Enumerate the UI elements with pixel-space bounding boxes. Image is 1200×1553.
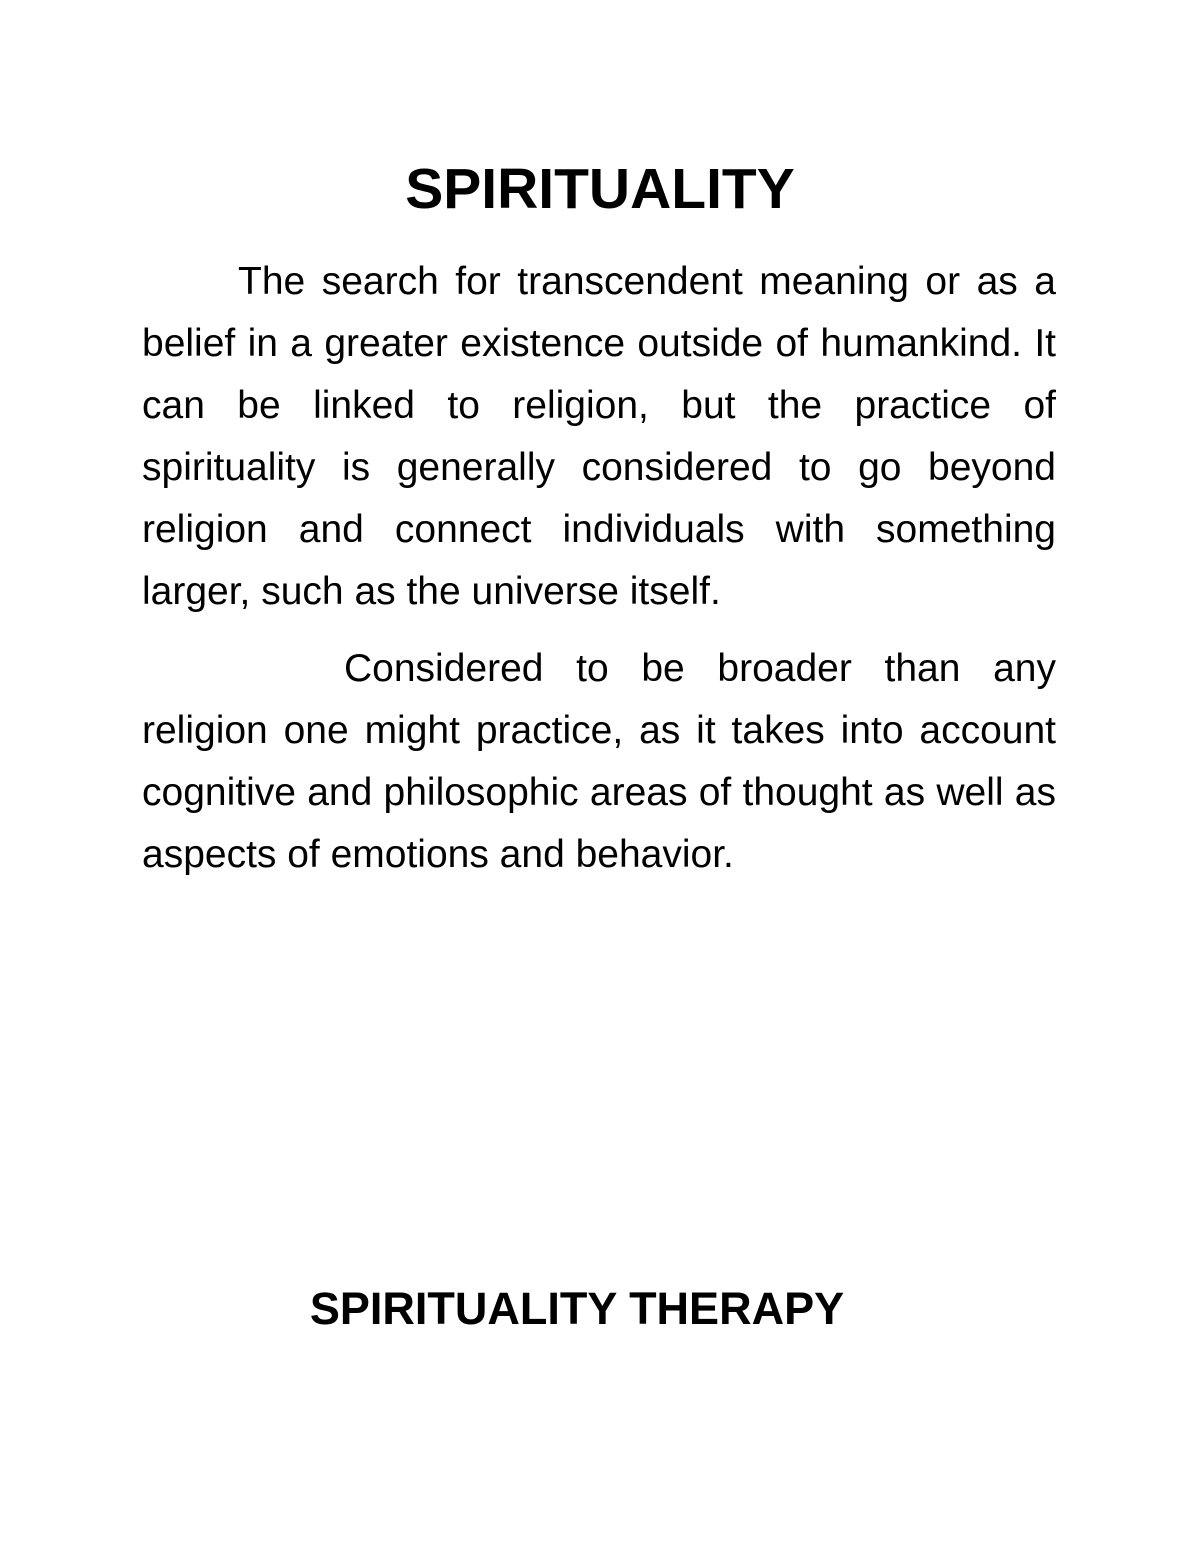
section-heading: SPIRITUALITY THERAPY [309,1283,845,1334]
page-title: SPIRITUALITY [405,157,795,221]
scope-paragraph: Considered to be broader than any religion one might practice, as it takes into account cognitive and philosophic areas of thought as well as aspects of emotions and behavior. [142,647,1056,876]
definition-paragraph: The search for transcendent meaning or as a belief in a greater existence outside of humankind. It can be linked to religion, but the practice of spirituality is generally considered to go beyond religion and connect individuals with something larger, such as the universe itself. [142,260,1056,613]
